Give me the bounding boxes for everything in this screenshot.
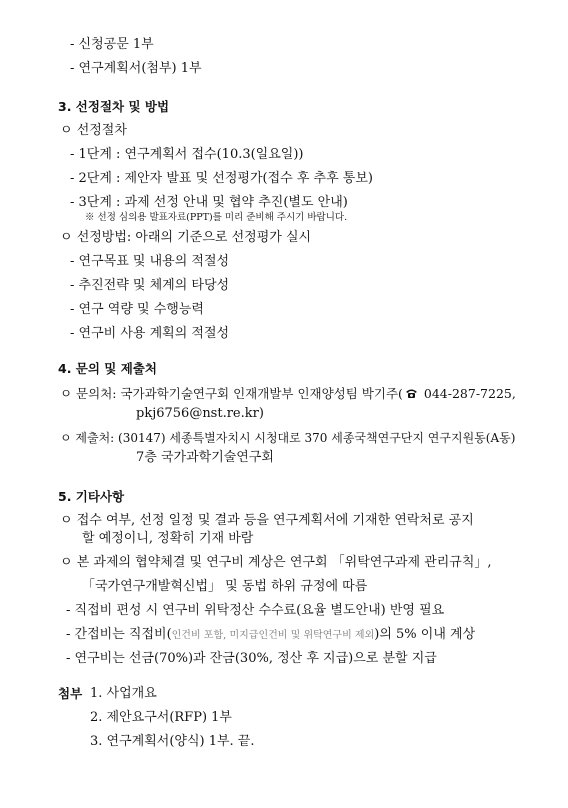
attachment-item: 3. 연구계획서(양식) 1부. 끝. xyxy=(90,734,255,749)
attachment-item: 2. 제안요구서(RFP) 1부 xyxy=(90,710,232,725)
procedure-label: ㅇ 선정절차 xyxy=(60,123,127,138)
submit-address: ㅇ 제출처: (30147) 세종특별자치시 시청대로 370 세종국책연구단지 연구지원동(A동) xyxy=(60,431,516,445)
inquiry-line xyxy=(60,386,516,402)
note-item-cont: 「국가연구개발혁신법」 및 동법 하위 규정에 따름 xyxy=(82,579,368,594)
note-bullet: - 직접비 편성 시 연구비 위탁정산 수수료(요율 별도안내) 반영 필요 xyxy=(66,603,445,618)
top-item: - 연구계획서(첨부) 1부 xyxy=(70,61,202,76)
phone-icon xyxy=(405,387,418,398)
inquiry-email: pkj6756@nst.re.kr) xyxy=(136,406,264,421)
section-heading: 3. 선정절차 및 방법 xyxy=(58,99,170,114)
section-heading: 5. 기타사항 xyxy=(58,489,125,504)
criteria-item: - 추진전략 및 체계의 타당성 xyxy=(70,278,230,293)
criteria-item: - 연구 역량 및 수행능력 xyxy=(70,302,204,317)
inquiry-phone: 044-287-7225, xyxy=(419,386,516,401)
note-bullet xyxy=(66,627,475,644)
attachment-item: 1. 사업개요 xyxy=(90,686,157,701)
note-item: ㅇ 본 과제의 협약체결 및 연구비 계상은 연구회 「위탁연구과제 관리규칙」, xyxy=(60,555,492,570)
inquiry-text: ㅇ 문의처: 국가과학기술연구회 인재개발부 인재양성팀 박기주( xyxy=(60,386,403,401)
criteria-item: - 연구비 사용 계획의 적절성 xyxy=(70,326,230,341)
procedure-step: - 2단계 : 제안자 발표 및 선정평가(접수 후 추후 통보) xyxy=(70,171,373,186)
submit-floor: 7층 국가과학기술연구회 xyxy=(136,450,274,465)
procedure-step: - 1단계 : 연구계획서 접수(10.3(일요일)) xyxy=(70,147,304,162)
indirect-cost-text: - 간접비는 직접비( xyxy=(66,627,172,642)
indirect-cost-note: 인건비 포함, 미지급인건비 및 위탁연구비 제외 xyxy=(171,630,375,641)
attachments-label: 첨부 xyxy=(58,686,83,701)
procedure-note: ※ 선정 심의용 발표자료(PPT)를 미리 준비해 주시기 바랍니다. xyxy=(85,212,348,223)
method-label: ㅇ 선정방법: 아래의 기준으로 선정평가 실시 xyxy=(60,230,312,245)
indirect-cost-text: )의 5% 이내 계상 xyxy=(374,627,476,642)
procedure-step: - 3단계 : 과제 선정 안내 및 협약 추진(별도 안내) xyxy=(70,195,348,210)
section-heading: 4. 문의 및 제출처 xyxy=(58,361,157,376)
note-bullet: - 연구비는 선금(70%)과 잔금(30%, 정산 후 지급)으로 분할 지급 xyxy=(66,651,437,666)
criteria-item: - 연구목표 및 내용의 적절성 xyxy=(70,254,230,269)
note-item-cont: 할 예정이니, 정확히 기재 바람 xyxy=(82,531,254,546)
top-item: - 신청공문 1부 xyxy=(70,37,154,52)
note-item: ㅇ 접수 여부, 선정 일정 및 결과 등을 연구계획서에 기재한 연락처로 공지 xyxy=(60,513,474,528)
